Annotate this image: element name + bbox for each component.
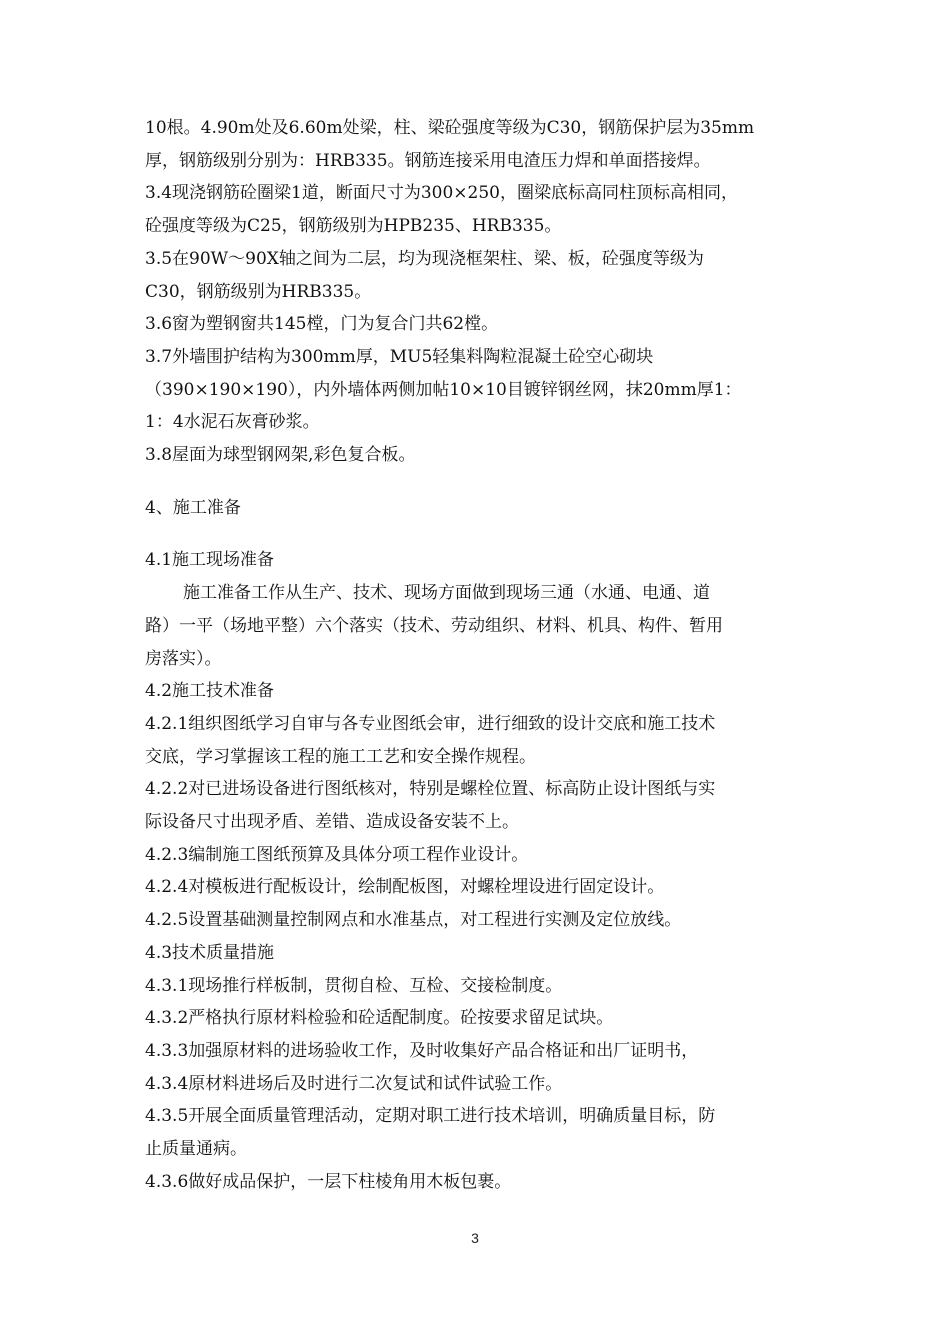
- body-line: 4.2.5设置基础测量控制网点和水准基点，对工程进行实测及定位放线。: [145, 910, 682, 931]
- body-line: 止质量通病。: [145, 1139, 247, 1160]
- body-line: 3.7外墙围护结构为300mm厚，MU5轻集料陶粒混凝土砼空心砌块: [145, 346, 654, 367]
- body-line: 际设备尺寸出现矛盾、差错、造成设备安装不上。: [145, 812, 519, 833]
- section-heading: 4、施工准备: [145, 497, 241, 518]
- body-line: 4.3.6做好成品保护，一层下柱棱角用木板包裹。: [145, 1171, 512, 1192]
- body-line: 3.6窗为塑钢窗共145樘，门为复合门共62樘。: [145, 314, 499, 335]
- body-line: 10根。4.90m处及6.60m处梁，柱、梁砼强度等级为C30，钢筋保护层为35mm: [145, 118, 755, 138]
- subsection-heading: 4.3技术质量措施: [145, 942, 275, 963]
- body-line: C30，钢筋级别为HRB335。: [145, 281, 372, 302]
- body-line: 4.3.5开展全面质量管理活动，定期对职工进行技术培训，明确质量目标，防: [145, 1106, 716, 1127]
- body-line: 施工准备工作从生产、技术、现场方面做到现场三通（水通、电通、道: [183, 583, 710, 604]
- body-line: 3.5在90W～90X轴之间为二层，均为现浇框架柱、梁、板，砼强度等级为: [145, 248, 704, 269]
- subsection-heading: 4.2施工技术准备: [145, 681, 275, 702]
- body-line: 3.4现浇钢筋砼圈梁1道，断面尺寸为300×250，圈梁底标高同柱顶标高相同，: [145, 183, 738, 204]
- body-line: 4.2.4对模板进行配板设计，绘制配板图，对螺栓埋设进行固定设计。: [145, 877, 665, 898]
- body-line: 4.3.2严格执行原材料检验和砼适配制度。砼按要求留足试块。: [145, 1008, 614, 1029]
- body-line: 4.3.3加强原材料的进场验收工作，及时收集好产品合格证和出厂证明书，: [145, 1040, 699, 1061]
- body-line: 4.3.4原材料进场后及时进行二次复试和试件试验工作。: [145, 1073, 563, 1094]
- body-line: 交底，学习掌握该工程的施工工艺和安全操作规程。: [145, 746, 536, 767]
- body-line: 砼强度等级为C25，钢筋级别为HPB235、HRB335。: [145, 216, 562, 237]
- body-line: 路）一平（场地平整）六个落实（技术、劳动组织、材料、机具、构件、暂用: [145, 615, 723, 636]
- body-line: 4.2.3编制施工图纸预算及具体分项工程作业设计。: [145, 844, 529, 865]
- body-line: 房落实）。: [145, 648, 222, 669]
- body-line: 1：4水泥石灰膏砂浆。: [145, 412, 320, 433]
- body-line: （390×190×190），内外墙体两侧加帖10×10目镀锌钢丝网，抹20mm厚1：: [145, 379, 742, 400]
- body-line: 4.2.2对已进场设备进行图纸核对，特别是螺栓位置、标高防止设计图纸与实: [145, 779, 716, 800]
- page-body: [145, 112, 811, 1199]
- body-line: 4.2.1组织图纸学习自审与各专业图纸会审，进行细致的设计交底和施工技术: [145, 713, 716, 734]
- body-line: 3.8屋面为球型钢网架,彩色复合板。: [145, 445, 416, 466]
- body-line: 4.3.1现场推行样板制，贯彻自检、互检、交接检制度。: [145, 975, 563, 996]
- page-number: 3: [471, 1230, 479, 1246]
- body-line: 厚，钢筋级别分别为：HRB335。钢筋连接采用电渣压力焊和单面搭接焊。: [145, 150, 711, 171]
- subsection-heading: 4.1施工现场准备: [145, 550, 275, 571]
